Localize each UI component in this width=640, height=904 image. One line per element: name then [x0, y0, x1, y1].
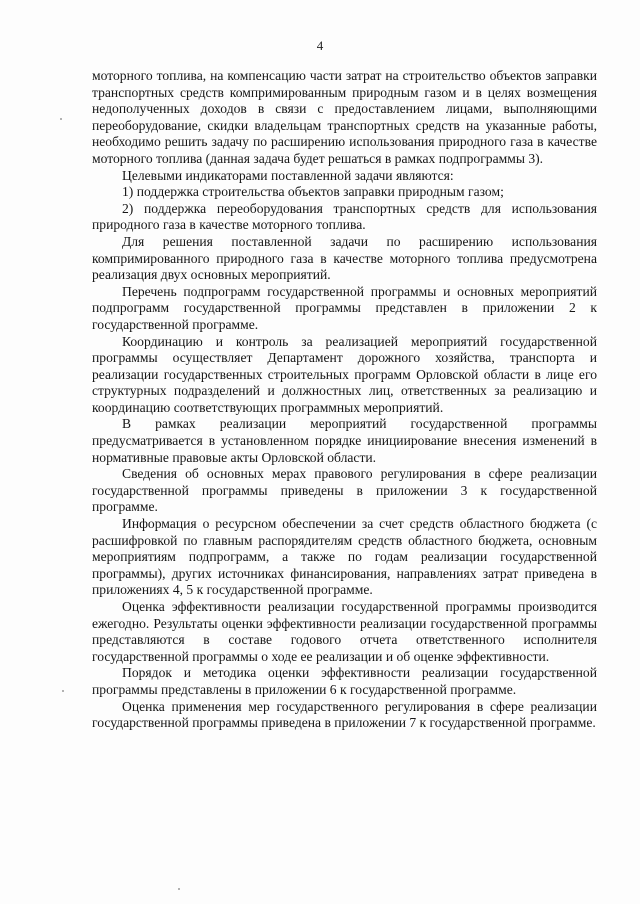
paragraph-regulation-assessment: Оценка применения мер государственного регулирования в сфере реализации государственной программы приведена в приложении 7 к государственной программе.: [92, 698, 597, 731]
paragraph-coordination: Координацию и контроль за реализацией мероприятий государственной программы осуществляет Департамент дорожного хозяйства, транспорта и реализации государственных строительных программ Орловской области в лице его структурных подразделений и должностных лиц, ответственных за реализацию и координацию соответствующих программных мероприятий.: [92, 333, 597, 415]
paragraph-subprograms-list: Перечень подпрограмм государственной программы и основных мероприятий подпрограмм государственной программы представлен в приложении 2 к государственной программе.: [92, 283, 597, 332]
paragraph-efficiency-assessment: Оценка эффективности реализации государственной программы производится ежегодно. Результаты оценки эффективности реализации государственной программы представляются в составе годового отчета ответственного исполнителя государственной программы о ходе ее реализации и об оценке эффективности.: [92, 599, 597, 664]
scan-speck: [62, 690, 64, 692]
paragraph-target-indicators: Целевыми индикаторами поставленной задачи являются:: [122, 167, 454, 183]
list-item-1: 1) поддержка строительства объектов заправки природным газом;: [122, 184, 504, 200]
scan-speck: [60, 118, 62, 120]
paragraph-resource-support: Информация о ресурсном обеспечении за счет средств областного бюджета (с расшифровкой по главным распорядителям средств областного бюджета, основным мероприятиям подпрограмм, а также по годам реализации государственной программы), других источниках финансирования, направлениях затрат приведена в приложениях 4, 5 к государственной программе.: [92, 516, 597, 598]
paragraph-continuation: моторного топлива, на компенсацию части затрат на строительство объектов заправки транспортных средств компримированным природным газом и в целях возмещения недополученных доходов в связи с предоставлением лицами, выполняющими переоборудование, скидки владельцам транспортных средств на указанные работы, необходимо решить задачу по расширению использования природного газа в качестве моторного топлива (данная задача будет решаться в рамках подпрограммы 3).: [92, 68, 597, 166]
paragraph-measures: Для решения поставленной задачи по расширению использования компримированного природного газа в качестве моторного топлива предусмотрена реализация двух основных мероприятий.: [92, 233, 597, 283]
paragraph-legal-regulation: Сведения об основных мерах правового регулирования в сфере реализации государственной программы приведены в приложении 3 к государственной программе.: [92, 466, 597, 515]
document-body: [92, 68, 597, 732]
paragraph-legal-acts: В рамках реализации мероприятий государственной программы предусматривается в установленном порядке инициирование внесения изменений в нормативные правовые акты Орловской области.: [92, 416, 597, 465]
paragraph-methodology: Порядок и методика оценки эффективности реализации государственной программы представлены в приложении 6 к государственной программе.: [92, 665, 597, 697]
scan-speck: [178, 888, 180, 890]
list-item-2: 2) поддержка переоборудования транспортных средств для использования природного газа в качестве моторного топлива.: [92, 200, 597, 233]
page-number: 4: [316, 38, 324, 53]
